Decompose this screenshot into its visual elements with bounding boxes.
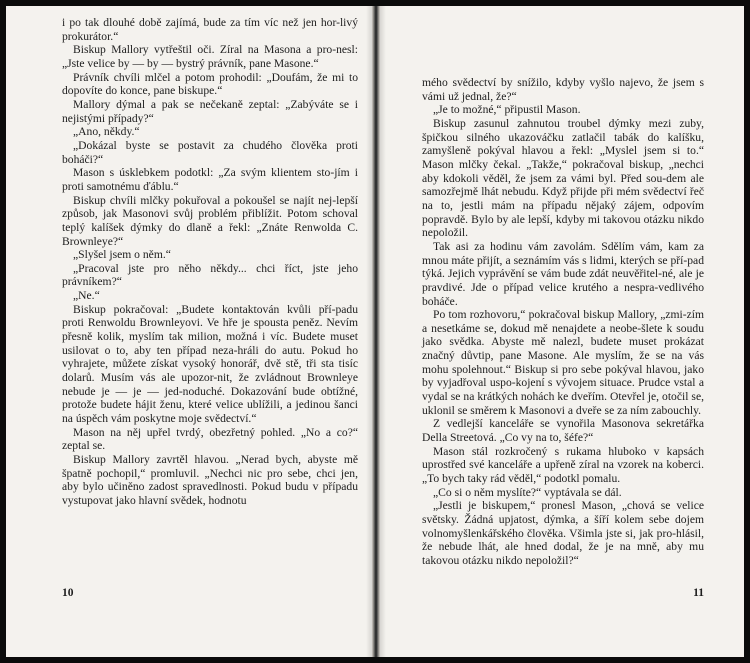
page-shadow <box>380 6 386 657</box>
left-page <box>6 6 372 657</box>
paragraph: i po tak dlouhé době zajímá, bude za tím víc než jen hor-livý prokurátor.“ <box>62 16 358 43</box>
paragraph: Tak asi za hodinu vám zavolám. Sdělím vám, kam za mnou máte přijít, a seznámím vás s lidmi, kterých se pří-pad týká. Jejich vyprávění se vám bude zdát neuvěřitel-né, ale je pravdivé. Jde o případ velice krutého a nespra-vedlivého boháče. <box>422 239 704 308</box>
paragraph: „Ne.“ <box>73 289 100 303</box>
right-page-text <box>422 76 704 568</box>
left-page-text <box>62 16 358 508</box>
paragraph: Biskup zasunul zahnutou troubel dýmky mezi zuby, špičkou silného ukazováčku zatlačil tabák do kalíšku, zamyšleně pokýval hlavou a řekl: „Myslel jsem si to.“ Mason mlčky čekal. „Takže,“ pokračoval biskup, „nechci aby kdokoli věděl, že jsem za vámi byl. Před sou-dem ale samozřejmě lhát nebudu. Když přijde při mém svědectví řeč na to, jestli mám na případu nějaký zájem, odpovím popravdě. Bylo by ale lepší, kdyby mi takovou otázku nikdo nepoložil. <box>422 116 704 240</box>
paragraph: Biskup Mallory zavrtěl hlavou. „Nerad bych, abyste mě špatně pochopil,“ promluvil. „Nechci nic pro sebe, chci jen, aby bylo učiněno zadost spravedlnosti. Pokud budu v případu vystupovat jako hlavní svědek, hodnotu <box>62 453 358 507</box>
paragraph: „Pracoval jste pro něho někdy... chci říct, jste jeho právníkem?“ <box>62 261 358 289</box>
paragraph: Mason na něj upřel tvrdý, obezřetný pohled. „No a co?“ zeptal se. <box>62 425 358 453</box>
paragraph: „Je to možné,“ připustil Mason. <box>433 103 581 117</box>
paragraph: „Dokázal byste se postavit za chudého člověka proti boháči?“ <box>62 138 358 166</box>
paragraph: Po tom rozhovoru,“ pokračoval biskup Mallory, „zmi-zím a nesetkáme se, dokud mě nenajdete a neobe-šlete k soudu jako svědka. Abyste mě nalezl, budete muset prokázat značný důvtip, pane Masone. Ale myslím, že se na vás mohu spolehnout.“ Biskup si pro sebe pokýval hlavou, jako by vyjadřoval uspo-kojení s vývojem situace. Prudce vstal a vydal se na krátkých nohách ke dveřím. Otevřel je, otočil se, uklonil se směrem k Masonovi a dveře se za ním zabouchly. <box>422 308 704 417</box>
paragraph: „Slyšel jsem o něm.“ <box>73 248 171 262</box>
paragraph: Právník chvíli mlčel a potom prohodil: „Doufám, že mi to dopovíte do konce, pane biskupe.“ <box>62 70 358 98</box>
book-spread <box>6 6 744 657</box>
book-gutter <box>372 6 380 657</box>
right-page-number: 11 <box>693 587 704 599</box>
paragraph: mého svědectví by snížilo, kdyby vyšlo najevo, že jsem s vámi už jednal, že?“ <box>422 76 704 103</box>
paragraph: Mallory dýmal a pak se nečekaně zeptal: „Zabýváte se i nejistými případy?“ <box>62 97 358 125</box>
paragraph: Biskup Mallory vytřeštil oči. Zíral na Masona a pro-nesl: „Jste velice by — by — bystrý právník, pane Masone.“ <box>62 43 358 70</box>
paragraph: „Jestli je biskupem,“ pronesl Mason, „chová se velice světsky. Žádná upjatost, dýmka, a šíří kolem sebe dojem volnomyšlenkářského člověka. Všimla jste si, jak pro-hlásil, že nebude lhát, ale hned dodal, že je na mně, aby mu takovou otázku nikdo nepoložil?“ <box>422 499 704 567</box>
paragraph: Mason s úsklebkem podotkl: „Za svým klientem sto-jím i proti samotnému ďáblu.“ <box>62 166 358 193</box>
paragraph: Biskup chvíli mlčky pokuřoval a pokoušel se najít nej-lepší způsob, jak Masonovi svůj problém přiblížit. Potom schoval teplý kalíšek dýmky do dlaně a řekl: „Znáte Renwolda C. Brownleye?“ <box>62 193 358 248</box>
left-page-number: 10 <box>62 587 74 599</box>
paragraph: „Ano, někdy.“ <box>73 125 140 139</box>
paragraph: Biskup pokračoval: „Budete kontaktován kvůli pří-padu proti Renwoldu Brownleyovi. Ve hře je spousta peněz. Nevím přesně kolik, myslím tak milion, možná i víc. Budete muset usilovat o to, aby ten případ nezа-hráli do autu. Pokud ho vyhrajete, můžete získat vysoký honorář, dvě stě, tři sta tisíc dolarů. Musím vás ale upozor-nit, že zvládnout Brownleye nebude je — je — jed-noduché. Dokazování bude obtížné, protože budete hájit ženu, které velice ublížili, a jedinou šanci na úspěch vám poskytne moje svědectví.“ <box>62 302 358 426</box>
paragraph: „Co si o něm myslíte?“ vyptávala se dál. <box>433 485 622 499</box>
paragraph: Z vedlejší kanceláře se vynořila Masonova sekretářka Della Streetová. „Co vy na to, šéfe?“ <box>422 417 704 445</box>
right-page <box>380 6 744 657</box>
paragraph: Mason stál rozkročený s rukama hluboko v kapsách uprostřed své kanceláře a upřeně zíral na vzorek na koberci. „To bych taky rád věděl,“ podotkl pomalu. <box>422 444 704 486</box>
